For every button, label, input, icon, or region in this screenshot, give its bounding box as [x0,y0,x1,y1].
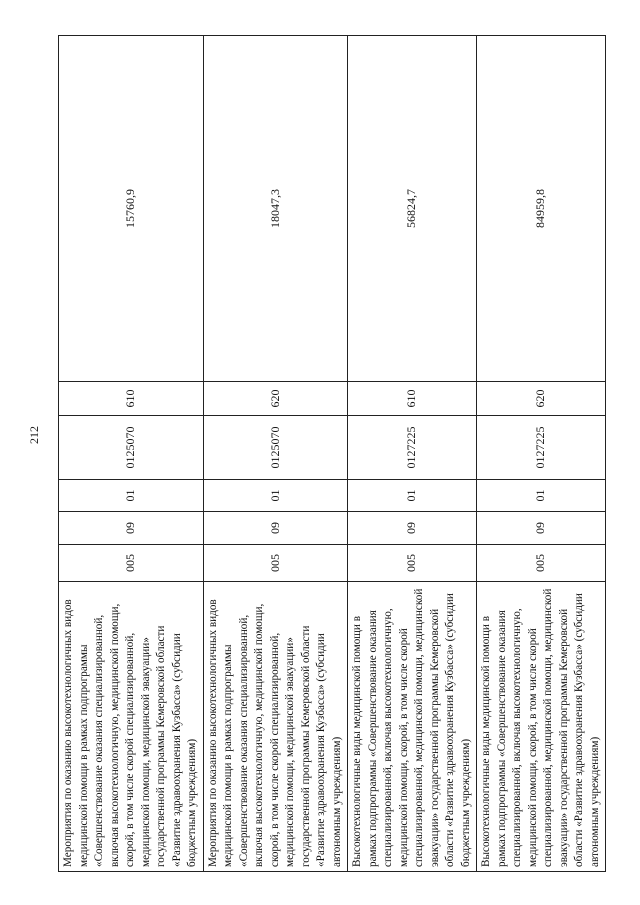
section-code: 09 [203,512,348,545]
row-description: Высокотехнологичные виды медицинской помощи в рамках подпрограммы «Совершенствование оказания специализированной, включая высокотехнологичную, медицинской помощи, скорой, в том числе скорой специализированной, медицинской помощи, медицинской эвакуации» государственной программы Кемеровской области «Развитие здравоохранения Кузбасса» (субсидии бюджетным учреждениям) [348,582,477,872]
target-article-code: 0125070 [59,416,204,480]
row-description: Высокотехнологичные виды медицинской помощи в рамках подпрограммы «Совершенствование оказания специализированной, включая высокотехнологичную, медицинской помощи, скорой, в том числе скорой специализированной, медицинской помощи, медицинской эвакуации» государственной программы Кемеровской области «Развитие здравоохранения Кузбасса» (субсидии автономным учреждениям) [477,582,606,872]
section-code: 09 [59,512,204,545]
target-article-code: 0125070 [203,416,348,480]
target-article-code: 0127225 [477,416,606,480]
budget-table [58,35,606,872]
section-code: 09 [348,512,477,545]
amount-value: 15760,9 [59,36,204,382]
expense-type-code: 620 [203,382,348,416]
ministry-code: 005 [348,545,477,582]
subsection-code: 01 [477,480,606,512]
subsection-code: 01 [59,480,204,512]
row-description: Мероприятия по оказанию высокотехнологичных видов медицинской помощи в рамках подпрограммы «Совершенствование оказания специализированной, включая высокотехнологичную, медицинской помощи, скорой, в том числе скорой специализированной, медицинской помощи, медицинской эвакуации» государственной программы Кемеровской области «Развитие здравоохранения Кузбасса» (субсидии бюджетным учреждениям) [59,582,204,872]
target-article-code: 0127225 [348,416,477,480]
ministry-code: 005 [477,545,606,582]
row-description: Мероприятия по оказанию высокотехнологичных видов медицинской помощи в рамках подпрограммы «Совершенствование оказания специализированной, включая высокотехнологичную, медицинской помощи, скорой, в том числе скорой специализированной, медицинской помощи, медицинской эвакуации» государственной программы Кемеровской области «Развитие здравоохранения Кузбасса» (субсидии автономным учреждениям) [203,582,348,872]
budget-table-container [58,36,601,872]
amount-value: 56824,7 [348,36,477,382]
section-code: 09 [477,512,606,545]
expense-type-code: 620 [477,382,606,416]
table-row [348,36,477,872]
subsection-code: 01 [348,480,477,512]
amount-value: 18047,3 [203,36,348,382]
table-row [203,36,348,872]
expense-type-code: 610 [348,382,477,416]
page-number: 212 [27,426,41,444]
ministry-code: 005 [203,545,348,582]
subsection-code: 01 [203,480,348,512]
table-row [59,36,204,872]
table-row [477,36,606,872]
ministry-code: 005 [59,545,204,582]
expense-type-code: 610 [59,382,204,416]
amount-value: 84959,8 [477,36,606,382]
